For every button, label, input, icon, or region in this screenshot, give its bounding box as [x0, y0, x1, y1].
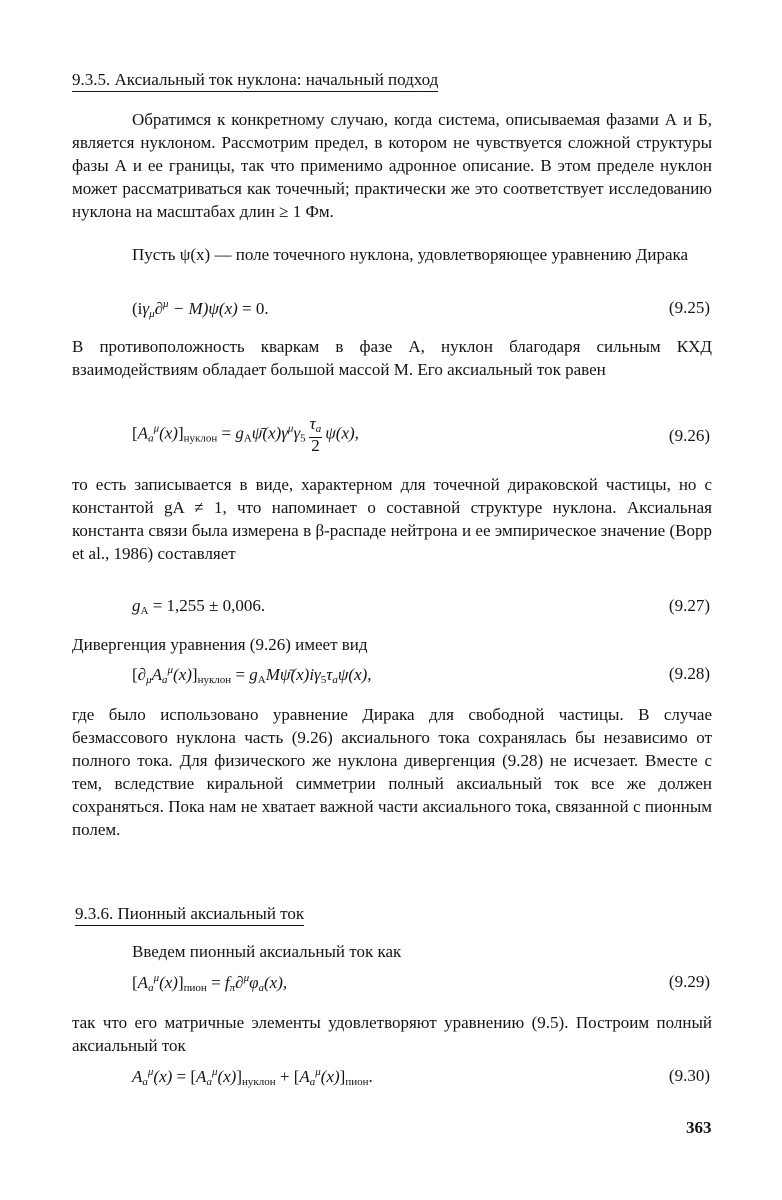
paragraph-point-nucleon: Пусть ψ(x) — поле точечного нуклона, удовлетворяющее уравнению Дирака [132, 245, 689, 264]
section-heading-9-3-6: 9.3.6. Пионный аксиальный ток [75, 904, 304, 926]
equation-number: (9.26) [668, 426, 710, 445]
equation-9-26 [0, 414, 782, 458]
nucleon-axial-current: $[Aa^\mu(x)]_{нуклон}$ = $g_A\psī(x)\gamma^\mu\gamma_5$ $\frac{\tau a}{2}$ ψ(x), [132, 414, 359, 455]
equation-9-25 [0, 292, 782, 326]
coupling-value: $g_A = 1,255 \pm 0,006$. [132, 596, 266, 617]
paragraph-coupling-constant: то есть записывается в виде, характерном для точечной дираковской частицы, но с константой gA ≠ 1, что напоминает о составной структуре нуклона. Аксиальная константа связи была измерена в β-распаде нейтрона и ее эмпирическое значение (Bopp et al., 1986) составляет [72, 475, 712, 563]
equation-number: (9.25) [668, 298, 710, 317]
coupling-value-number: 1,255 ± 0,006. [166, 596, 266, 615]
equation-9-29 [0, 966, 782, 1000]
page-number: 363 [686, 1118, 712, 1137]
paragraph-divergence: Дивергенция уравнения (9.26) имеет вид [72, 635, 368, 654]
divergence-equation: $[\partial\mu Aa^\mu(x)]_{нуклон}$ = $g_AM\psī(x)i\gamma_5\tau a\psi(x)$, [132, 664, 372, 686]
paragraph-nucleon-intro: Обратимся к конкретному случаю, когда система, описываемая фазами А и Б, является нуклоном. Рассмотрим предел, в котором не чувствуется сложной структуры фазы А и ее границы, так что применимо адронное описание. В этом пределе нуклон может рассматриваться как точечный; практически же это соответствует исследованию нуклона на масштабах длин ≥ 1 Фм. [72, 110, 712, 221]
paragraph-pion-intro: Введем пионный аксиальный ток как [132, 942, 402, 961]
equation-9-27 [0, 590, 782, 624]
equation-number: (9.28) [668, 664, 710, 683]
equation-9-28 [0, 658, 782, 692]
equation-number: (9.30) [668, 1066, 710, 1085]
equation-9-30 [0, 1060, 782, 1094]
paragraph-chiral-symmetry: где было использовано уравнение Дирака для свободной частицы. В случае безмассового нуклона часть (9.26) аксиального тока сохранялась бы независимо от полного тока. Для физического же нуклона дивергенция (9.28) не исчезает. Вместе с тем, вследствие киральной симметрии полный аксиальный ток все же должен сохраняться. Пока нам не хватает важной части аксиального тока, связанной с пионным полем. [72, 705, 712, 839]
total-axial-current: $Aa^\mu(x) = [Aa^\mu(x)]_{нуклон} + [Aa^\mu(x)]_{пион}$. [132, 1066, 373, 1088]
paragraph-total-current: так что его матричные элементы удовлетворяют уравнению (9.5). Построим полный аксиальный ток [72, 1013, 712, 1055]
paragraph-nucleon-mass: В противоположность кваркам в фазе А, нуклон благодаря сильным КХД взаимодействиям обладает большой массой M. Его аксиальный ток равен [72, 337, 712, 379]
dirac-equation: (iγμ∂$^\mu$ − M)ψ(x) = 0. [132, 298, 269, 320]
equation-number: (9.29) [668, 972, 710, 991]
pion-axial-current: $[Aa^\mu(x)]_{пион} = f\pi\partial^\mu\varphi a(x)$, [132, 972, 288, 994]
equation-number: (9.27) [668, 596, 710, 615]
section-heading-9-3-5: 9.3.5. Аксиальный ток нуклона: начальный подход [72, 70, 438, 92]
